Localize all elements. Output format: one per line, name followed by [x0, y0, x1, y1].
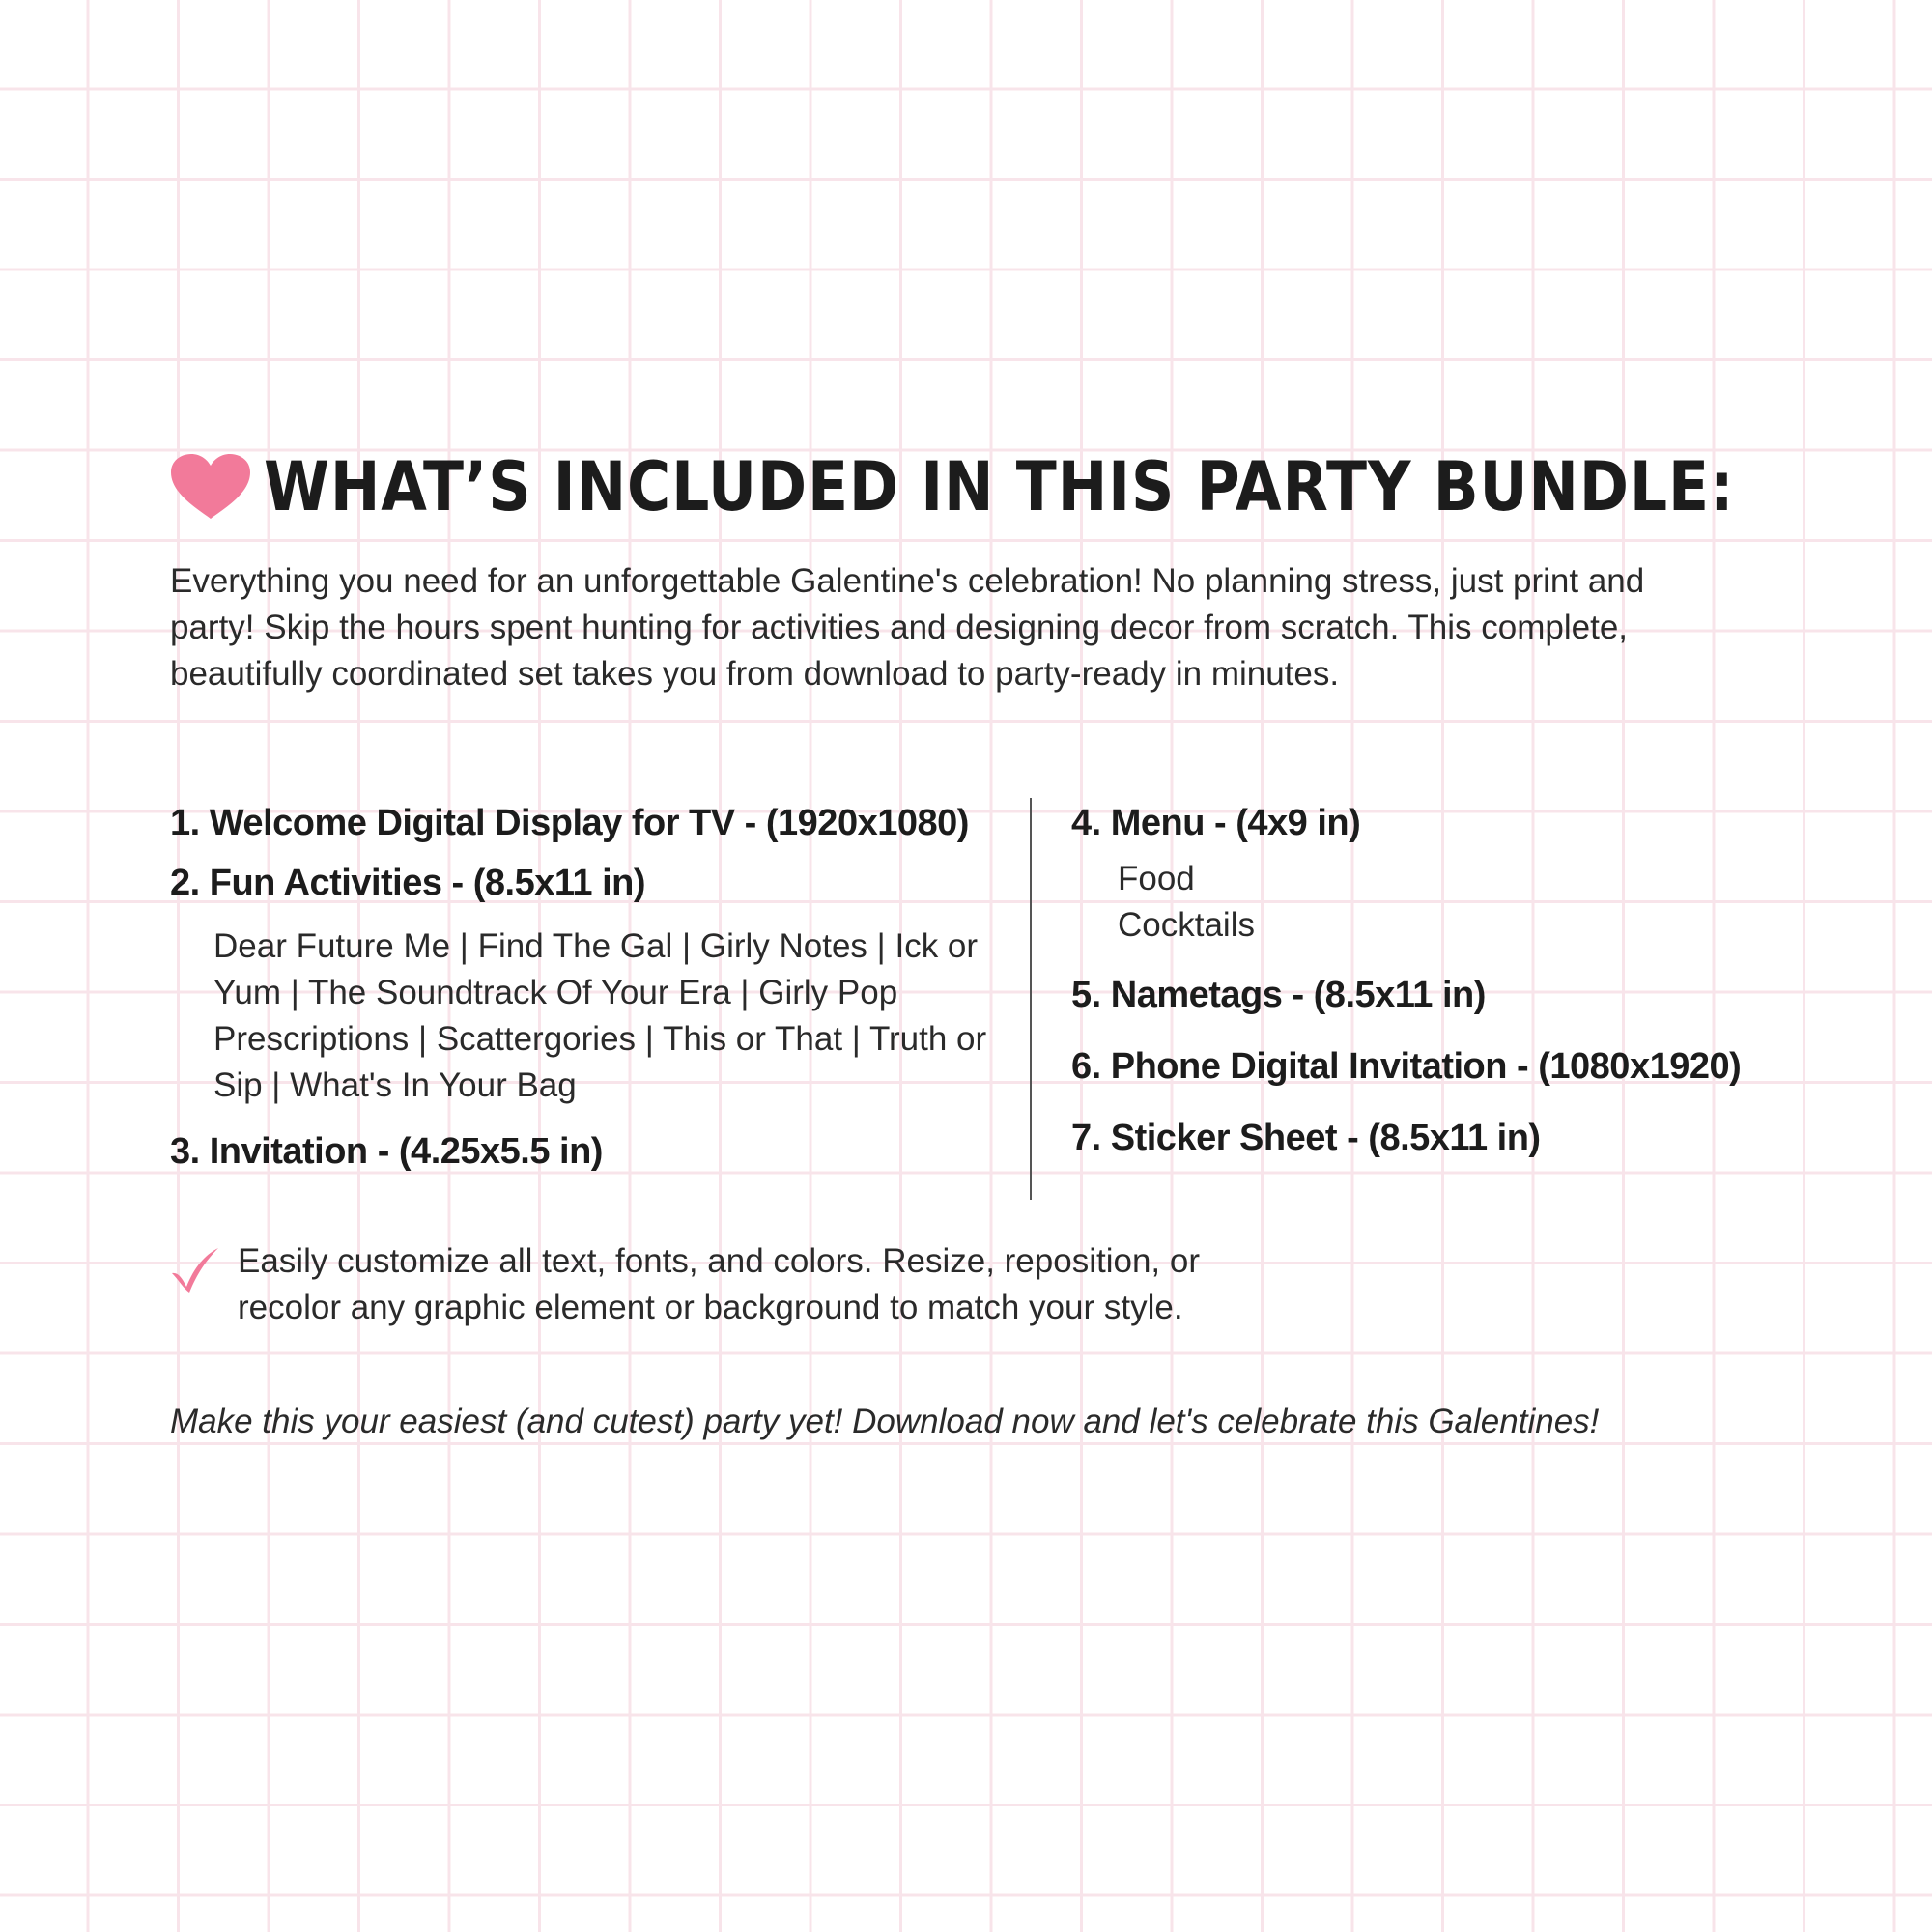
customize-note — [170, 1238, 1300, 1331]
column-divider — [1030, 798, 1032, 1200]
list-item-welcome-display: 1. Welcome Digital Display for TV - (1920x1080) — [170, 803, 969, 843]
page-title: WHAT’S INCLUDED IN THIS PARTY BUNDLE: — [264, 447, 1735, 526]
menu-sub-item-food: Food — [1118, 860, 1195, 897]
list-item-menu: 4. Menu - (4x9 in) — [1071, 803, 1361, 843]
right-column — [1071, 798, 1921, 1163]
list-item-fun-activities: 2. Fun Activities - (8.5x11 in) — [170, 863, 646, 903]
checkmark-icon — [170, 1246, 220, 1294]
intro-paragraph: Everything you need for an unforgettable Galentine's celebration! No planning stress, just print and party! Skip the hours spent hunting for activities and designing decor from scratch. This complete, beautifully coordinated set takes you from download to party-ready in minutes. — [170, 562, 1645, 693]
heart-icon — [169, 453, 252, 521]
fun-activities-description: Dear Future Me | Find The Gal | Girly Notes | Ick or Yum | The Soundtrack Of Your Era | Girly Pop Prescriptions | Scattergories | This or That | Truth or Sip | What's In Your Bag — [213, 927, 987, 1104]
menu-sub-item-cocktails: Cocktails — [1118, 906, 1255, 944]
list-item-phone-invitation: 6. Phone Digital Invitation - (1080x1920) — [1071, 1046, 1742, 1087]
list-item-nametags: 5. Nametags - (8.5x11 in) — [1071, 975, 1486, 1015]
list-item-sticker-sheet: 7. Sticker Sheet - (8.5x11 in) — [1071, 1118, 1541, 1158]
left-column — [170, 798, 1020, 1177]
section-heading — [169, 446, 1932, 527]
customize-text: Easily customize all text, fonts, and colors. Resize, reposition, or recolor any graphic element or background to match your style. — [238, 1242, 1200, 1326]
closing-tagline: Make this your easiest (and cutest) party yet! Download now and let's celebrate this Galentines! — [170, 1403, 1600, 1440]
list-item-invitation: 3. Invitation - (4.25x5.5 in) — [170, 1131, 603, 1172]
